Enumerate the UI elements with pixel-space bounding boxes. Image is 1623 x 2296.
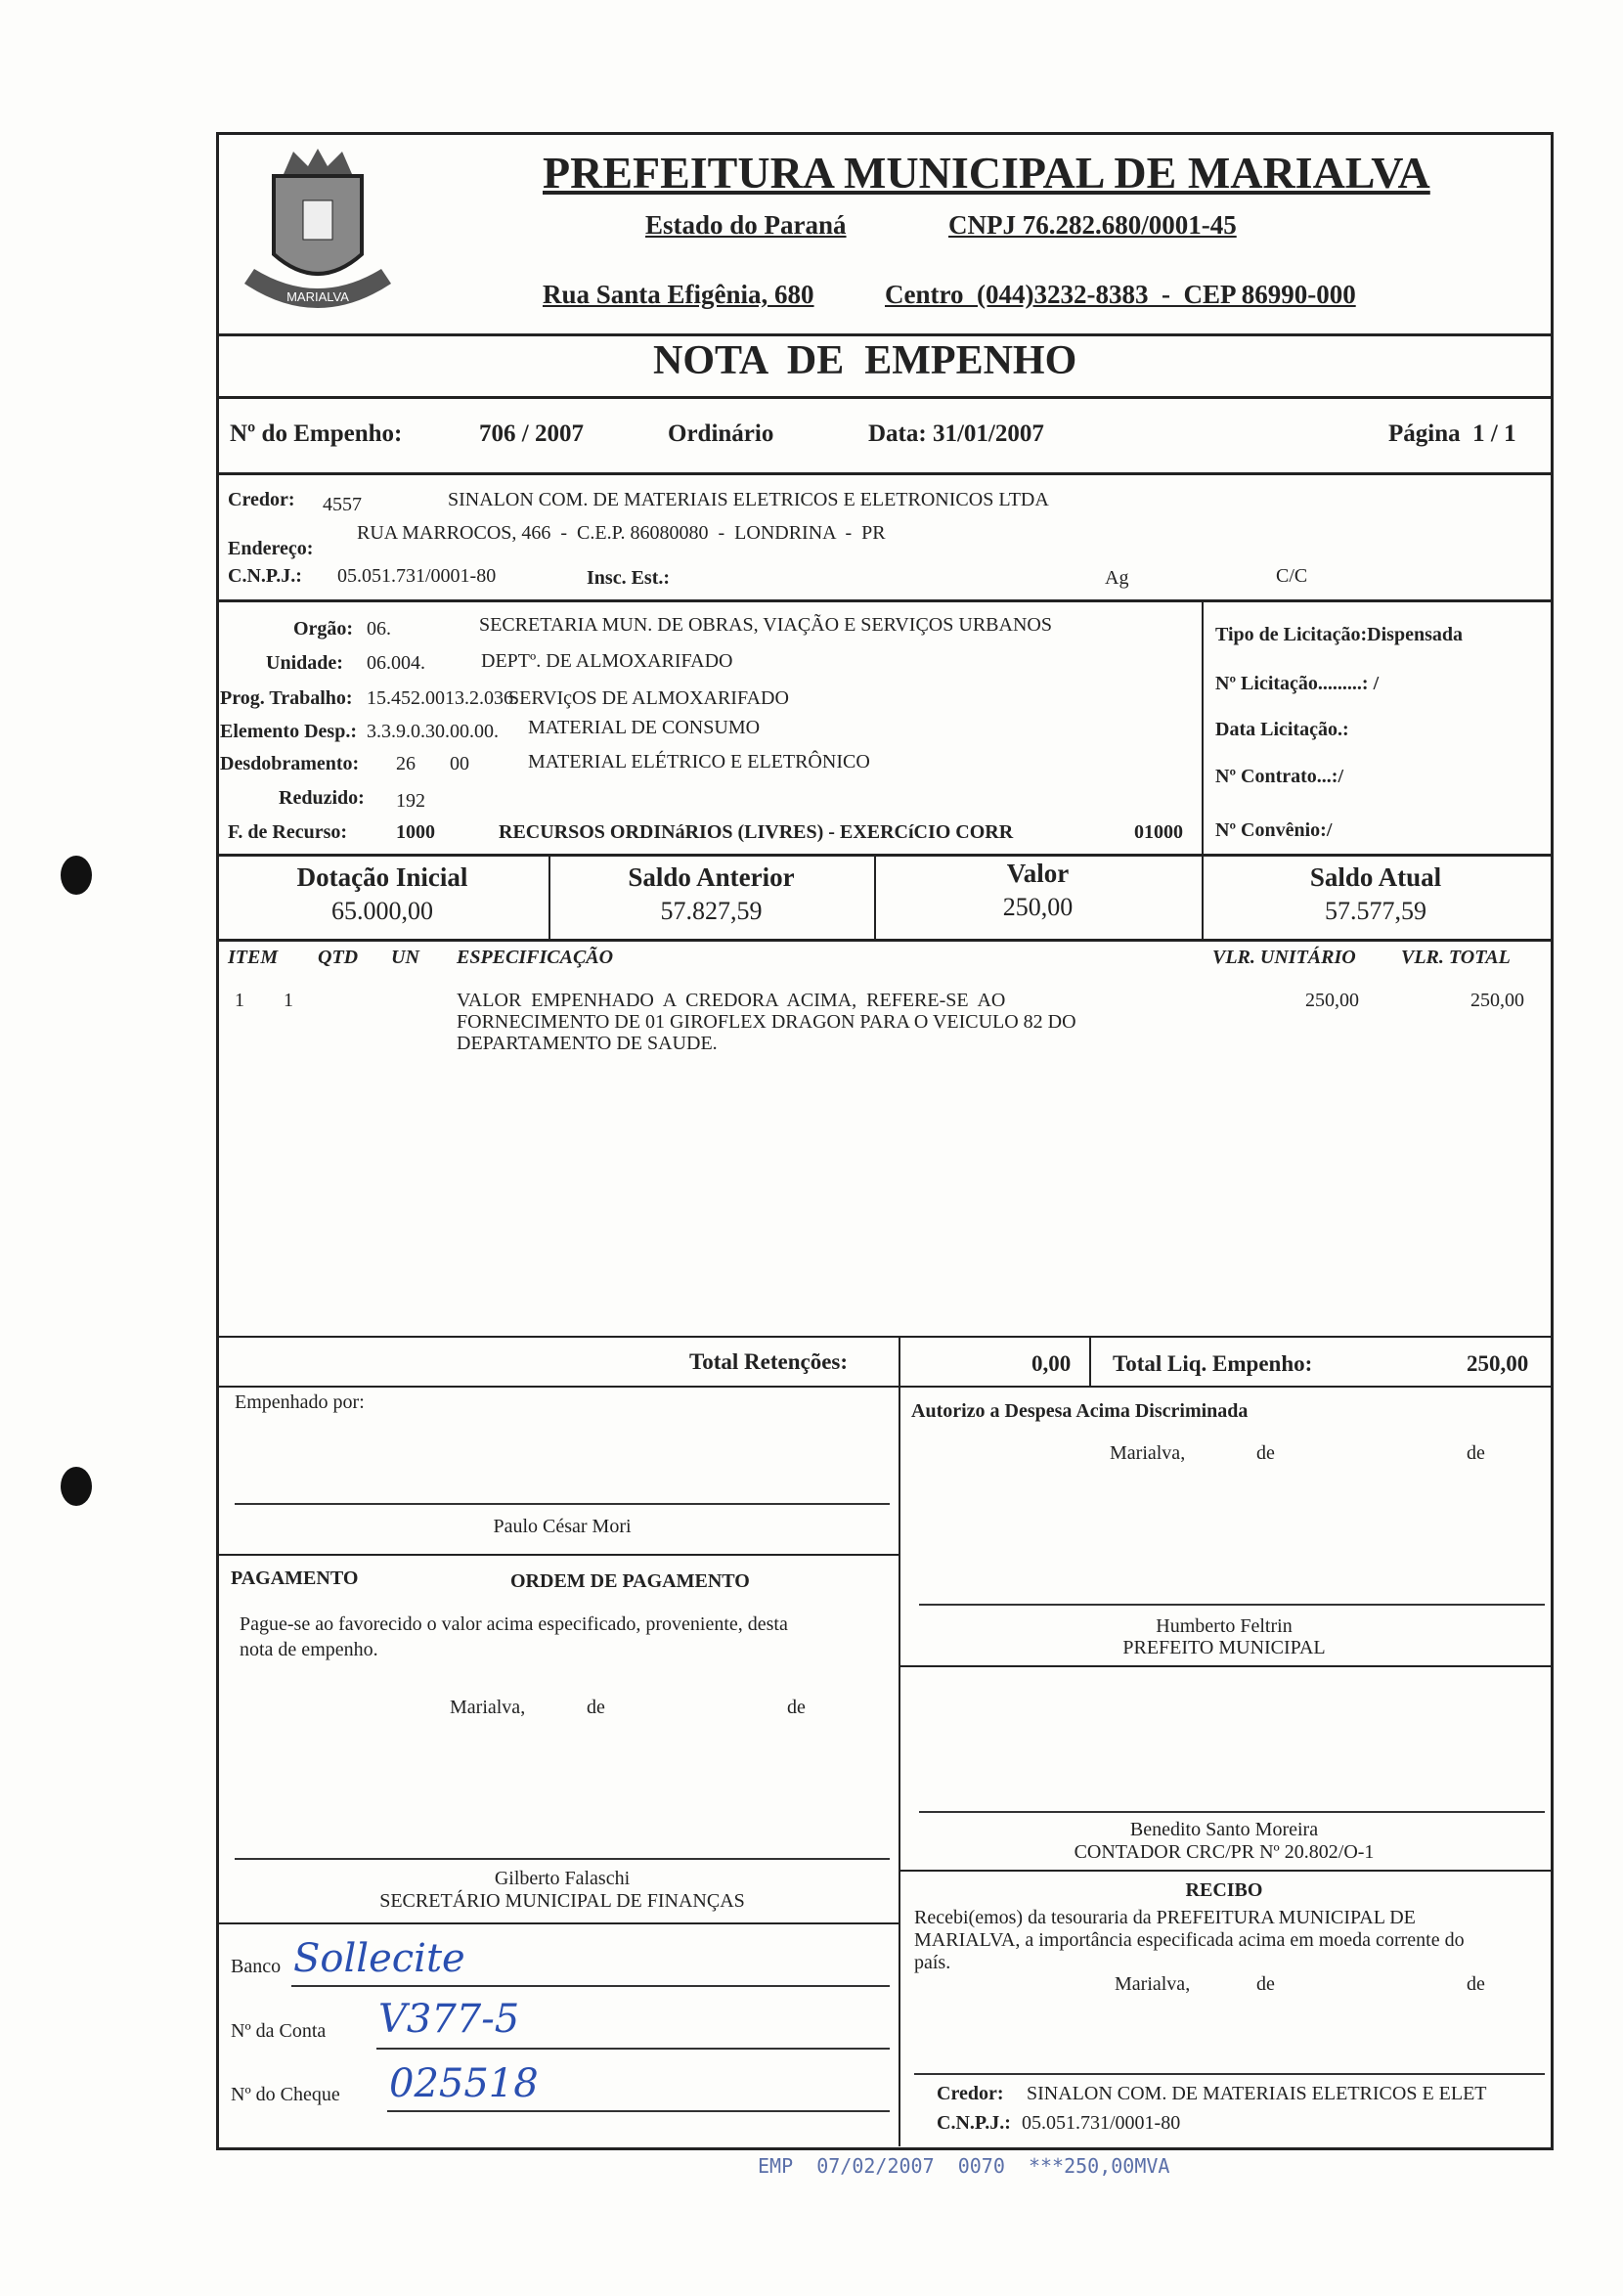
divider <box>216 1386 1551 1388</box>
divider <box>216 854 1551 857</box>
prog-trabalho-label: Prog. Trabalho: <box>220 687 353 709</box>
divider <box>216 939 1551 942</box>
recurso-label: F. de Recurso: <box>228 821 348 843</box>
unidade-name: DEPTº. DE ALMOXARIFADO <box>481 650 733 672</box>
saldo-atual-value: 57.577,59 <box>1325 897 1426 925</box>
credor-cnpj: 05.051.731/0001-80 <box>337 565 497 587</box>
address-label: Endereço: <box>228 538 314 559</box>
elemento-name: MATERIAL DE CONSUMO <box>528 717 761 738</box>
prefeito-role: PREFEITO MUNICIPAL <box>1122 1637 1326 1658</box>
saldo-anterior-label: Saldo Anterior <box>628 862 795 892</box>
municipality-cnpj: CNPJ 76.282.680/0001-45 <box>948 210 1237 240</box>
contador-name: Benedito Santo Moreira <box>1129 1819 1319 1840</box>
divider <box>899 1336 900 2146</box>
punch-hole <box>61 1467 92 1506</box>
empenho-type: Ordinário <box>668 420 774 447</box>
credor-name: SINALON COM. DE MATERIAIS ELETRICOS E ELETRONICOS LTDA <box>448 489 1049 510</box>
saldo-atual-label: Saldo Atual <box>1309 862 1442 892</box>
data-licitacao: Data Licitação.: <box>1215 719 1349 740</box>
conta-label: Nº da Conta <box>231 2020 327 2042</box>
credor-label: Credor: <box>228 489 295 510</box>
valor-label: Valor <box>1006 859 1070 888</box>
divider <box>216 333 1551 336</box>
empenho-number: 706 / 2007 <box>479 420 584 447</box>
orgao-name: SECRETARIA MUN. DE OBRAS, VIAÇÃO E SERVIÇOS URBANOS <box>479 614 1052 636</box>
field-line <box>387 2110 890 2112</box>
pagamento-city: Marialva, <box>450 1697 526 1718</box>
prog-trabalho-code: 15.452.0013.2.036. <box>367 687 518 709</box>
municipal-crest <box>235 147 401 328</box>
signature-line <box>914 2073 1545 2075</box>
pagamento-label: PAGAMENTO <box>231 1567 359 1589</box>
prog-trabalho-name: SERVIçOS DE ALMOXARIFADO <box>508 687 789 709</box>
municipality-address: Rua Santa Efigênia, 680 <box>543 280 814 309</box>
recibo-text: MARIALVA, a importância especificada acima em moeda corrente do <box>914 1929 1465 1951</box>
recurso-name: RECURSOS ORDINáRIOS (LIVRES) - EXERCíCIO CORR <box>499 821 1014 843</box>
divider <box>899 1665 1551 1667</box>
recibo-credor-name: SINALON COM. DE MATERIAIS ELETRICOS E ELET <box>1027 2083 1487 2104</box>
total-liquido-label: Total Liq. Empenho: <box>1113 1351 1313 1376</box>
state-name: Estado do Paraná <box>645 210 847 240</box>
credor-code: 4557 <box>323 494 362 515</box>
recibo-title: RECIBO <box>1185 1879 1263 1901</box>
item-spec-line: FORNECIMENTO DE 01 GIROFLEX DRAGON PARA O VEICULO 82 DO <box>457 1011 1076 1033</box>
pagamento-de: de <box>787 1697 806 1718</box>
autorizo-city: Marialva, <box>1110 1442 1186 1464</box>
signature-line <box>919 1604 1545 1606</box>
field-line <box>376 2048 890 2050</box>
desdobramento-code: 26 <box>396 753 416 774</box>
total-liquido-value: 250,00 <box>1467 1351 1529 1376</box>
tipo-licitacao: Tipo de Licitação:Dispensada <box>1215 624 1463 645</box>
divider <box>216 396 1551 399</box>
field-line <box>291 1985 890 1987</box>
recibo-city: Marialva, <box>1115 1973 1191 1995</box>
autorizo-de: de <box>1256 1442 1275 1464</box>
recurso-code-2: 01000 <box>1134 821 1183 843</box>
item-number: 1 <box>235 990 244 1011</box>
conta-handwritten: V377-5 <box>378 1997 520 2042</box>
pagamento-text: nota de empenho. <box>240 1639 378 1660</box>
secretario-role: SECRETÁRIO MUNICIPAL DE FINANÇAS <box>379 1890 745 1912</box>
numero-licitacao: Nº Licitação.........: / <box>1215 673 1380 694</box>
recibo-de: de <box>1256 1973 1275 1995</box>
desdobramento-name: MATERIAL ELÉTRICO E ELETRÔNICO <box>528 751 870 773</box>
banco-label: Banco <box>231 1956 282 1977</box>
dotacao-inicial-value: 65.000,00 <box>331 897 433 925</box>
item-spec-line: DEPARTAMENTO DE SAUDE. <box>457 1033 718 1054</box>
unidade-code: 06.004. <box>367 652 425 674</box>
empenhado-por-label: Empenhado por: <box>235 1391 365 1413</box>
col-un: UN <box>391 947 419 968</box>
reduzido-label: Reduzido: <box>279 787 365 809</box>
total-retencoes-label: Total Retenções: <box>689 1349 849 1374</box>
municipality-contact: Centro (044)3232-8383 - CEP 86990-000 <box>885 280 1356 309</box>
recibo-de: de <box>1467 1973 1485 1995</box>
saldo-anterior-value: 57.827,59 <box>660 897 763 925</box>
punch-hole <box>61 856 92 895</box>
recurso-code: 1000 <box>396 821 435 843</box>
cnpj-label: C.N.P.J.: <box>228 565 302 587</box>
autorizo-de: de <box>1467 1442 1485 1464</box>
item-unit-value: 250,00 <box>1305 990 1359 1011</box>
empenho-date: Data: 31/01/2007 <box>868 420 1044 447</box>
col-qtd: QTD <box>318 947 359 968</box>
dotacao-inicial-label: Dotação Inicial <box>296 862 468 892</box>
recibo-credor-label: Credor: <box>937 2083 1004 2104</box>
desdobramento-subcode: 00 <box>450 753 469 774</box>
signature-line <box>919 1811 1545 1813</box>
document-title: NOTA DE EMPENHO <box>653 338 1077 383</box>
signature-line <box>235 1503 890 1505</box>
divider <box>1202 599 1204 854</box>
pagamento-de: de <box>587 1697 605 1718</box>
elemento-code: 3.3.9.0.30.00.00. <box>367 721 499 742</box>
reduzido-value: 192 <box>396 790 425 812</box>
item-spec-line: VALOR EMPENHADO A CREDORA ACIMA, REFERE-SE AO <box>457 990 1006 1011</box>
divider <box>216 1922 899 1924</box>
divider <box>216 472 1551 475</box>
payment-stamp: EMP 07/02/2007 0070 ***250,00MVA <box>758 2154 1170 2178</box>
item-total-value: 250,00 <box>1470 990 1524 1011</box>
cheque-handwritten: 025518 <box>389 2061 539 2106</box>
valor-value: 250,00 <box>1002 893 1074 921</box>
empenho-number-label: Nº do Empenho: <box>230 420 403 447</box>
cc-label: C/C <box>1276 565 1308 587</box>
orgao-code: 06. <box>367 618 391 640</box>
svg-text:MARIALVA: MARIALVA <box>286 289 349 304</box>
item-qtd: 1 <box>284 990 293 1011</box>
prefeito-name: Humberto Feltrin <box>1156 1615 1293 1637</box>
desdobramento-label: Desdobramento: <box>220 753 360 774</box>
municipality-title: PREFEITURA MUNICIPAL DE MARIALVA <box>543 148 1430 198</box>
secretario-name: Gilberto Falaschi <box>494 1868 631 1889</box>
divider <box>1089 1336 1091 1386</box>
empenhado-por-name: Paulo César Mori <box>493 1516 632 1537</box>
col-item: ITEM <box>228 947 279 968</box>
elemento-label: Elemento Desp.: <box>220 721 357 742</box>
ag-label: Ag <box>1105 567 1129 589</box>
insc-est-label: Insc. Est.: <box>587 567 671 589</box>
signature-line <box>235 1858 890 1860</box>
numero-contrato: Nº Contrato...:/ <box>1215 766 1344 787</box>
banco-handwritten: Sollecite <box>293 1936 465 1981</box>
page-number: Página 1 / 1 <box>1388 420 1516 447</box>
contador-role: CONTADOR CRC/PR Nº 20.802/O-1 <box>1074 1841 1375 1863</box>
divider <box>216 599 1551 602</box>
unidade-label: Unidade: <box>266 652 343 674</box>
recibo-cnpj-label: C.N.P.J.: <box>937 2112 1011 2134</box>
numero-convenio: Nº Convênio:/ <box>1215 819 1333 841</box>
pagamento-text: Pague-se ao favorecido o valor acima especificado, proveniente, desta <box>240 1613 788 1635</box>
divider <box>216 1554 899 1556</box>
col-especificacao: ESPECIFICAÇÃO <box>457 947 614 968</box>
autorizo-label: Autorizo a Despesa Acima Discriminada <box>911 1400 1249 1422</box>
recibo-cnpj: 05.051.731/0001-80 <box>1022 2112 1181 2134</box>
ordem-pagamento-title: ORDEM DE PAGAMENTO <box>510 1570 750 1592</box>
recibo-text: Recebi(emos) da tesouraria da PREFEITURA MUNICIPAL DE <box>914 1907 1416 1928</box>
col-valor-total: VLR. TOTAL <box>1401 947 1511 968</box>
col-valor-unitario: VLR. UNITÁRIO <box>1212 947 1356 968</box>
total-retencoes-value: 0,00 <box>1031 1351 1072 1376</box>
divider <box>216 1336 1551 1338</box>
divider <box>899 1870 1551 1872</box>
credor-address: RUA MARROCOS, 466 - C.E.P. 86080080 - LONDRINA - PR <box>357 522 886 544</box>
orgao-label: Orgão: <box>293 618 354 640</box>
cheque-label: Nº do Cheque <box>231 2084 340 2105</box>
recibo-text: país. <box>914 1952 951 1973</box>
